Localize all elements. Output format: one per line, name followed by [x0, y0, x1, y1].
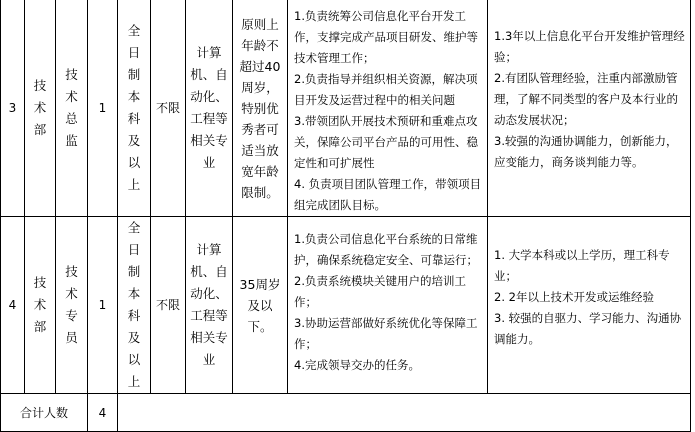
row-index-cell: [1, 0, 25, 217]
education-requirement: 全日制本科及以上: [127, 23, 141, 192]
row-index: 4: [8, 298, 17, 312]
requirement-item: 2. 2年以上技术开发或运维经验: [494, 290, 654, 304]
requirements-cell: [488, 217, 691, 394]
major-cell: [186, 217, 233, 394]
position-cell: [56, 217, 88, 394]
requirement-item: 1. 大学本科或以上学历，理工科专业；: [494, 248, 670, 283]
major-cell: [186, 0, 233, 217]
total-value: 4: [98, 405, 107, 420]
requirements-cell: [488, 0, 691, 217]
education-cell: [118, 0, 151, 217]
table-row: [1, 217, 691, 394]
major-requirement: 计算机、自动化、工程等相关专业: [190, 242, 228, 367]
total-row: [1, 394, 691, 432]
duties-cell: [288, 0, 488, 217]
duties-cell: [288, 217, 488, 394]
table-row: [1, 0, 691, 217]
gender-requirement: 不限: [155, 298, 180, 312]
duty-item: 1.负责公司信息化平台系统的日常维护，确保系统稳定安全、可靠运行；: [294, 232, 478, 267]
requirement-item: 1.3年以上信息化平台开发维护管理经验；: [494, 29, 685, 64]
position-cell: [56, 0, 88, 217]
headcount: 1: [98, 298, 107, 312]
requirement-item: 3.较强的沟通协调能力，创新能力，应变能力，商务谈判能力等。: [494, 134, 678, 169]
duty-item: 4.完成领导交办的任务。: [294, 358, 420, 372]
headcount: 1: [98, 101, 107, 115]
age-cell: [233, 217, 288, 394]
department: 技术部: [33, 275, 47, 334]
total-label: 合计人数: [19, 405, 68, 420]
requirement-item: 2.有团队管理经验，注重内部激励管理，了解不同类型的客户及本行业的动态发展状况；: [494, 71, 678, 127]
age-requirement: 原则上年龄不超过40周岁，特别优秀者可适当放宽年龄限制。: [239, 16, 281, 200]
education-cell: [118, 217, 151, 394]
row-index: 3: [8, 101, 17, 115]
dept-cell: [25, 0, 56, 217]
age-requirement: 35周岁及以下。: [239, 276, 281, 334]
duty-item: 2.负责指导并组织相关资源，解决项目开发及运营过程中的相关问题: [294, 72, 478, 107]
age-cell: [233, 0, 288, 217]
count-cell: [88, 0, 118, 217]
count-cell: [88, 217, 118, 394]
position-title: 技术专员: [65, 264, 78, 345]
row-index-cell: [1, 217, 25, 394]
gender-cell: [151, 0, 186, 217]
duty-item: 1.负责统筹公司信息化平台开发工作，支撑完成产品项目研发、维护等技术管理工作；: [294, 9, 478, 65]
major-requirement: 计算机、自动化、工程等相关专业: [190, 45, 228, 170]
duty-item: 3.带领团队开展技术预研和重难点攻关，保障公司平台产品的可用性、稳定性和可扩展性: [294, 114, 478, 170]
requirement-item: 3. 较强的自驱力、学习能力、沟通协调能力。: [494, 311, 682, 346]
department: 技术部: [33, 78, 47, 137]
duty-item: 3.协助运营部做好系统优化等保障工作；: [294, 316, 478, 351]
gender-cell: [151, 217, 186, 394]
total-label-cell: [1, 394, 88, 432]
gender-requirement: 不限: [155, 101, 180, 115]
position-title: 技术总监: [65, 67, 78, 148]
duty-item: 4. 负责项目团队管理工作，带领项目组完成团队目标。: [294, 177, 482, 212]
total-empty-cell: [118, 394, 691, 432]
total-value-cell: [88, 394, 118, 432]
duty-item: 2.负责系统模块关键用户的培训工作；: [294, 274, 466, 309]
dept-cell: [25, 217, 56, 394]
education-requirement: 全日制本科及以上: [127, 220, 141, 389]
